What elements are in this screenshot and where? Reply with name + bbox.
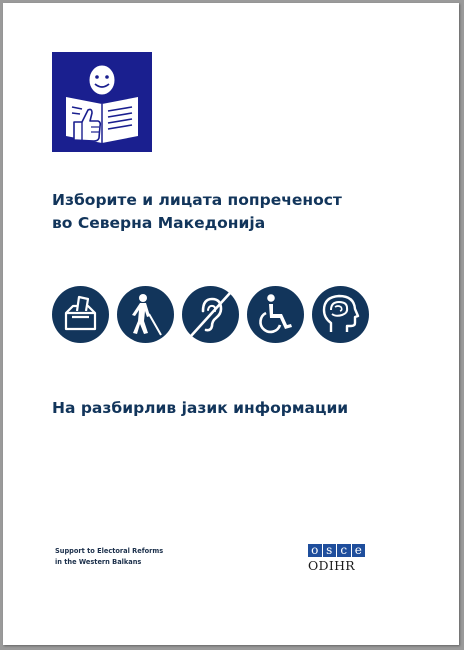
osce-wordmark [308, 544, 366, 557]
osce-letter: c [337, 544, 351, 557]
odihr-wordmark: ODIHR [308, 558, 356, 573]
easy-read-logo [52, 52, 152, 152]
document-subtitle: На разбирлив јазик информации [52, 399, 349, 417]
project-name-line-1: Support to Electoral Reforms [55, 547, 164, 555]
project-name [55, 546, 163, 568]
osce-odihr-logo [308, 544, 366, 573]
blind-person-icon [117, 286, 174, 343]
title-line-2: во Северна Македонија [52, 214, 266, 232]
title-line-1: Изборите и лицата попреченост [52, 191, 342, 209]
osce-letter: o [308, 544, 322, 557]
osce-letter: s [323, 544, 337, 557]
disability-icons [52, 286, 369, 343]
document-title [52, 189, 342, 235]
ballot-box-icon [52, 286, 109, 343]
intellectual-disability-icon [312, 286, 369, 343]
wheelchair-icon [247, 286, 304, 343]
osce-letter: e [352, 544, 366, 557]
project-name-line-2: in the Western Balkans [55, 558, 142, 566]
document-page [3, 3, 459, 645]
hearing-impaired-icon [182, 286, 239, 343]
